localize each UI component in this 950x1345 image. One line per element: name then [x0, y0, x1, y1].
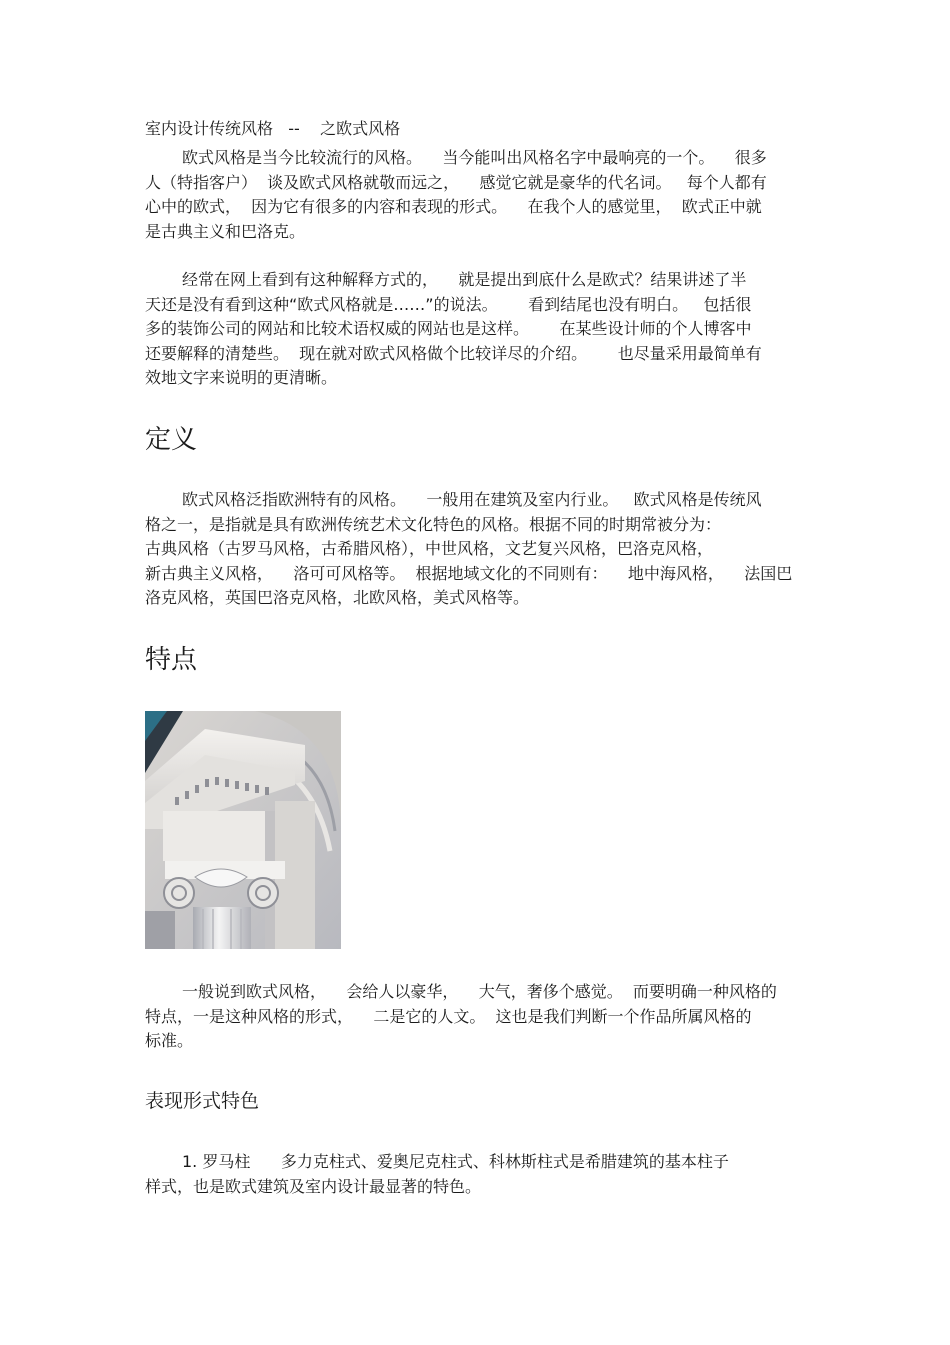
- text-line: 天还是没有看到这种“欧式风格就是……”的说法。 看到结尾也没有明白。 包括很: [145, 294, 752, 314]
- text-line: 样式，也是欧式建筑及室内设计最显著的特色。: [145, 1176, 482, 1196]
- intro-paragraph-2: [145, 268, 825, 391]
- text-line: 效地文字来说明的更清晰。: [145, 368, 338, 387]
- text-line: 古典风格（古罗马风格，古希腊风格），中世风格，文艺复兴风格，巴洛克风格，: [145, 539, 714, 558]
- text-line: 欧式风格是当今比较流行的风格。 当今能叫出风格名字中最响亮的一个。 很多: [182, 148, 767, 167]
- text-line: 特点，一是这种风格的形式， 二是它的人文。 这也是我们判断一个作品所属风格的: [145, 1006, 752, 1026]
- text-line: 1. 罗马柱 多力克柱式、爱奥尼克柱式、科林斯柱式是希腊建筑的基本柱子: [182, 1152, 729, 1171]
- text-line: 格之一，是指就是具有欧洲传统艺术文化特色的风格。根据不同的时期常被分为：: [145, 514, 722, 534]
- text-line: 新古典主义风格， 洛可可风格等。 根据地域文化的不同则有： 地中海风格， 法国巴: [145, 563, 793, 583]
- list-item-roman-column: [145, 1150, 825, 1199]
- text-line: 欧式风格泛指欧洲特有的风格。 一般用在建筑及室内行业。 欧式风格是传统风: [182, 490, 762, 509]
- features-paragraph: [145, 980, 825, 1054]
- text-line: 人（特指客户） 谈及欧式风格就敬而远之， 感觉它就是豪华的代名词。 每个人都有: [145, 172, 767, 192]
- column-capital-photo: [145, 711, 341, 949]
- heading-features: 特点: [145, 645, 198, 675]
- heading-definition: 定义: [145, 425, 198, 455]
- subheading-form-features: 表现形式特色: [145, 1090, 260, 1112]
- text-line: 心中的欧式， 因为它有很多的内容和表现的形式。 在我个人的感觉里， 欧式正中就: [145, 197, 762, 216]
- text-line: 洛克风格，英国巴洛克风格，北欧风格，美式风格等。: [145, 588, 530, 607]
- text-line: 是古典主义和巴洛克。: [145, 221, 306, 241]
- text-line: 标准。: [145, 1031, 194, 1050]
- document-title: 室内设计传统风格 -- 之欧式风格: [145, 119, 401, 138]
- text-line: 多的装饰公司的网站和比较术语权威的网站也是这样。 在某些设计师的个人博客中: [145, 319, 752, 338]
- text-line: 还要解释的清楚些。 现在就对欧式风格做个比较详尽的介绍。 也尽量采用最简单有: [145, 343, 762, 363]
- text-line: 经常在网上看到有这种解释方式的， 就是提出到底什么是欧式？结果讲述了半: [182, 270, 747, 289]
- text-line: 一般说到欧式风格， 会给人以豪华， 大气，奢侈个感觉。 而要明确一种风格的: [182, 982, 777, 1001]
- intro-paragraph-1: [145, 146, 825, 244]
- definition-paragraph: [145, 488, 825, 611]
